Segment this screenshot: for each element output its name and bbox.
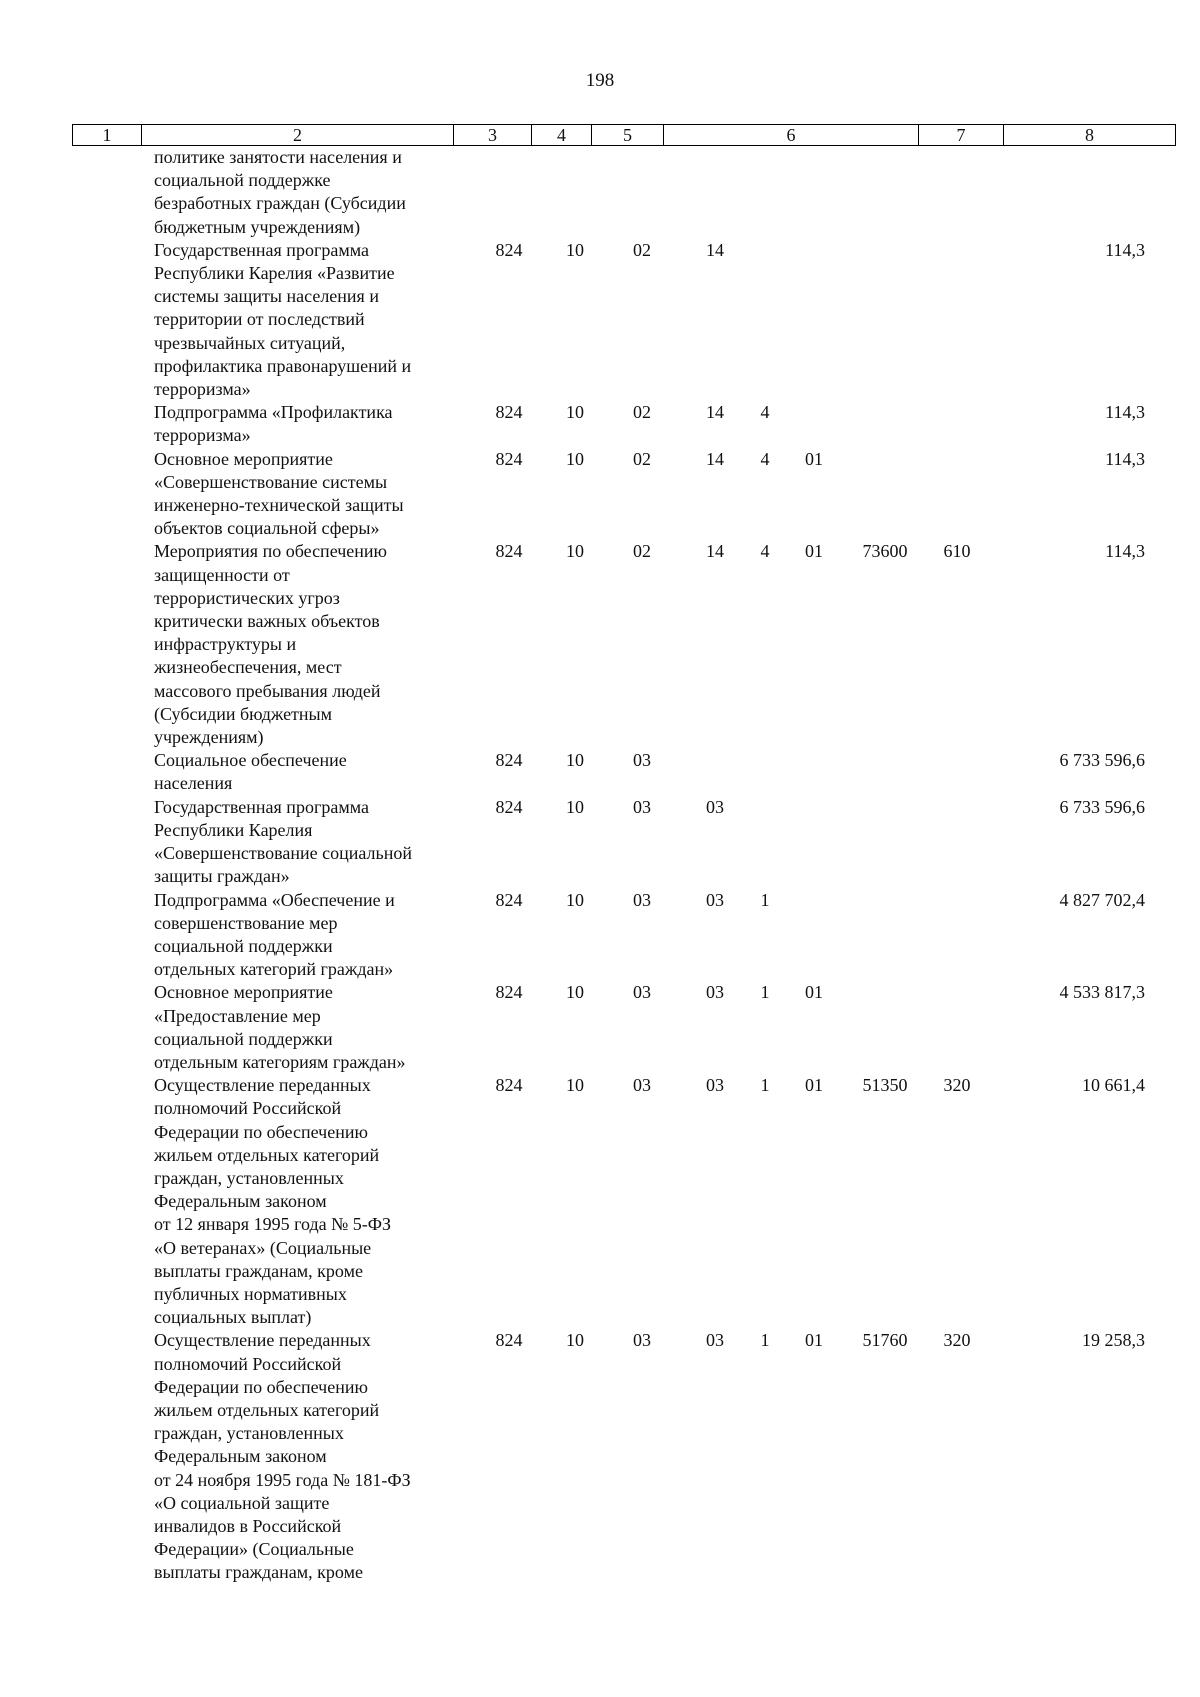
row-description: Основное мероприятие «Предоставление мер социальной поддержки отдельным категориям граждан» (154, 982, 406, 1072)
row-cell-c6b: 1 (760, 889, 770, 910)
table-row (72, 540, 1176, 749)
row-description: Подпрограмма «Профилактика терроризма» (154, 402, 393, 446)
row-cell-c6b: 1 (760, 1075, 770, 1096)
table-row (72, 1329, 1176, 1584)
header-col-3: 3 (453, 125, 531, 145)
row-cell-c3: 824 (495, 402, 523, 423)
row-description: Социальное обеспечение населения (154, 750, 347, 794)
row-cell-c4: 10 (566, 239, 584, 260)
table-row (72, 239, 1176, 401)
row-cell-c4: 10 (566, 541, 584, 562)
table-row (72, 889, 1176, 982)
row-description: Осуществление переданных полномочий Российской Федерации по обеспечению жильем отдельных категорий граждан, установленных Федеральным законом от 12 января 1995 года № 5-ФЗ «О ветеранах» (Социальные выплаты гражданам, кроме публичных нормативных социальных выплат) (154, 1075, 392, 1328)
row-cell-c4: 10 (566, 1330, 584, 1351)
row-cell-c5: 02 (633, 239, 651, 260)
row-cell-c6c: 01 (805, 1075, 823, 1096)
row-cell-c7: 320 (943, 1075, 971, 1096)
header-col-4: 4 (531, 125, 591, 145)
row-cell-c6a: 14 (706, 541, 724, 562)
row-cell-c5: 03 (633, 1330, 651, 1351)
row-cell-c4: 10 (566, 982, 584, 1003)
row-cell-c6c: 01 (805, 1330, 823, 1351)
row-cell-c3: 824 (495, 239, 523, 260)
row-cell-c6a: 03 (706, 982, 724, 1003)
header-col-1: 1 (102, 125, 112, 145)
header-col-6: 6 (663, 125, 918, 145)
row-cell-c6d: 73600 (862, 541, 908, 562)
row-cell-c3: 824 (495, 889, 523, 910)
header-col-5: 5 (591, 125, 663, 145)
row-cell-c6c: 01 (805, 541, 823, 562)
row-cell-c6c: 01 (805, 982, 823, 1003)
row-cell-c5: 02 (633, 448, 651, 469)
row-description: Подпрограмма «Обеспечение и совершенствование мер социальной поддержки отдельных категорий граждан» (154, 889, 395, 980)
row-cell-c6d: 51760 (862, 1330, 908, 1351)
row-cell-c4: 10 (566, 750, 584, 771)
row-cell-c5: 03 (633, 796, 651, 817)
table-header-row (72, 124, 1176, 146)
row-cell-c8: 19 258,3 (1082, 1330, 1145, 1351)
table-row (72, 796, 1176, 889)
row-description: Государственная программа Республики Карелия «Развитие системы защиты населения и территории от последствий чрезвычайных ситуаций, профилактика правонарушений и терроризма» (154, 239, 412, 400)
row-cell-c8: 114,3 (1105, 402, 1145, 423)
row-cell-c8: 10 661,4 (1082, 1075, 1145, 1096)
row-cell-c6d: 51350 (862, 1075, 908, 1096)
row-cell-c6c: 01 (805, 448, 823, 469)
row-cell-c8: 114,3 (1105, 448, 1145, 469)
row-cell-c6b: 4 (760, 402, 770, 423)
row-cell-c3: 824 (495, 796, 523, 817)
row-cell-c3: 824 (495, 541, 523, 562)
row-cell-c8: 114,3 (1105, 239, 1145, 260)
row-cell-c6a: 03 (706, 889, 724, 910)
row-cell-c4: 10 (566, 889, 584, 910)
row-cell-c6a: 14 (706, 448, 724, 469)
row-cell-c4: 10 (566, 448, 584, 469)
table-row (72, 1074, 1176, 1329)
row-cell-c6a: 03 (706, 796, 724, 817)
row-cell-c7: 320 (943, 1330, 971, 1351)
table-row (72, 749, 1176, 795)
row-cell-c4: 10 (566, 796, 584, 817)
row-cell-c5: 03 (633, 750, 651, 771)
row-cell-c3: 824 (495, 750, 523, 771)
row-cell-c5: 02 (633, 402, 651, 423)
row-cell-c3: 824 (495, 982, 523, 1003)
row-cell-c6a: 14 (706, 402, 724, 423)
row-cell-c6a: 14 (706, 239, 724, 260)
budget-table (72, 124, 1176, 1585)
row-cell-c8: 6 733 596,6 (1059, 796, 1145, 817)
row-cell-c5: 03 (633, 982, 651, 1003)
row-cell-c4: 10 (566, 1075, 584, 1096)
header-col-8: 8 (1003, 125, 1175, 145)
row-cell-c3: 824 (495, 1330, 523, 1351)
row-description: Государственная программа Республики Карелия «Совершенствование социальной защиты граждан» (154, 796, 412, 887)
row-cell-c6b: 4 (760, 541, 770, 562)
row-cell-c6b: 4 (760, 448, 770, 469)
row-cell-c8: 4 533 817,3 (1059, 982, 1145, 1003)
row-description: Основное мероприятие «Совершенствование системы инженерно-технической защиты объектов социальной сферы» (154, 448, 404, 539)
row-cell-c6b: 1 (760, 1330, 770, 1351)
row-cell-c6b: 1 (760, 982, 770, 1003)
row-cell-c5: 03 (633, 889, 651, 910)
row-description: политике занятости населения и социальной поддержке безработных граждан (Субсидии бюджетным учреждениям) (154, 147, 406, 237)
table-row (72, 448, 1176, 541)
row-cell-c8: 114,3 (1105, 541, 1145, 562)
row-cell-c6a: 03 (706, 1075, 724, 1096)
header-col-2: 2 (141, 125, 453, 145)
row-cell-c8: 4 827 702,4 (1059, 889, 1145, 910)
row-description: Осуществление переданных полномочий Российской Федерации по обеспечению жильем отдельных категорий граждан, установленных Федеральным законом от 24 ноября 1995 года № 181-ФЗ «О социальной защите инвалидов в Российской Федерации» (Социальные выплаты гражданам, кроме (154, 1330, 411, 1583)
row-cell-c7: 610 (943, 541, 971, 562)
page-number: 198 (585, 70, 615, 91)
table-row (72, 146, 1176, 239)
table-body (72, 146, 1176, 1585)
row-cell-c5: 02 (633, 541, 651, 562)
row-description: Мероприятия по обеспечению защищенности от террористических угроз критически важных объектов инфраструктуры и жизнеобеспечения, мест массового пребывания людей (Субсидии бюджетным учреждениям) (154, 541, 387, 748)
row-cell-c4: 10 (566, 402, 584, 423)
header-col-7: 7 (918, 125, 1003, 145)
table-row (72, 401, 1176, 447)
row-cell-c8: 6 733 596,6 (1059, 750, 1145, 771)
row-cell-c5: 03 (633, 1075, 651, 1096)
table-row (72, 981, 1176, 1074)
row-cell-c6a: 03 (706, 1330, 724, 1351)
row-cell-c3: 824 (495, 448, 523, 469)
row-cell-c3: 824 (495, 1075, 523, 1096)
